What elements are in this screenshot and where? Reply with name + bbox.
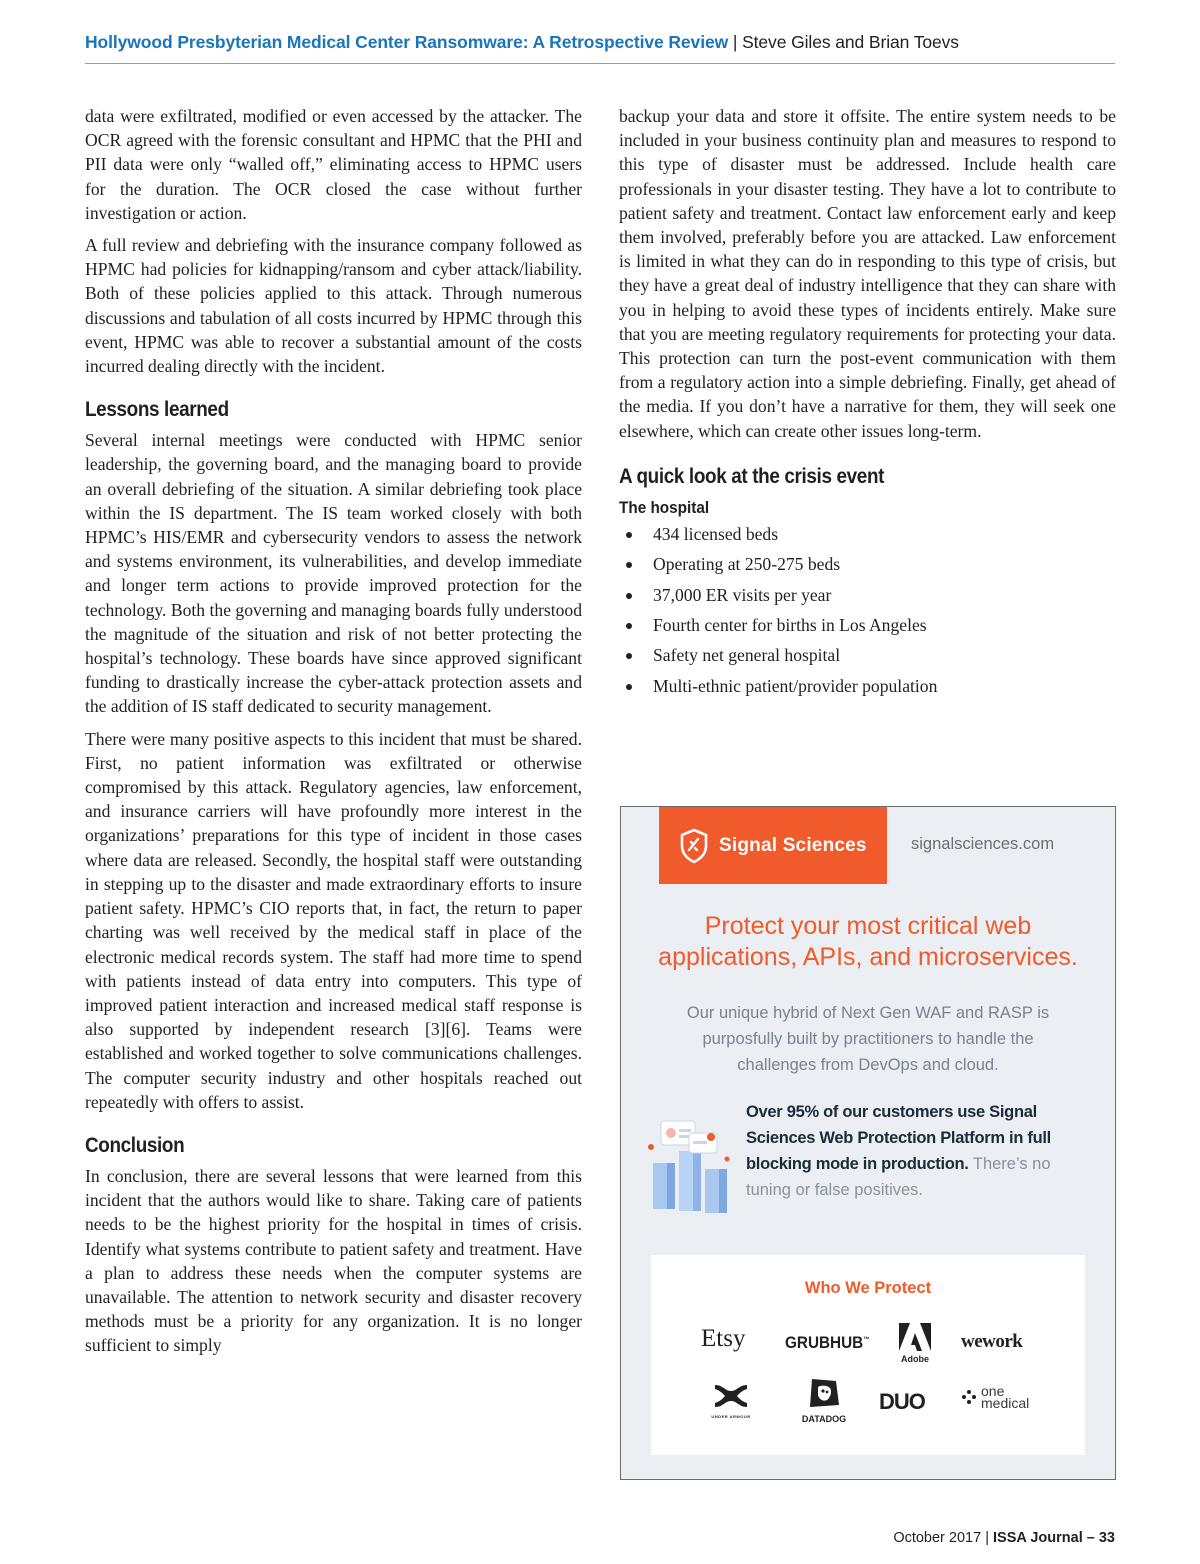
right-column <box>619 104 1116 701</box>
header-rule <box>85 63 1115 64</box>
adobe-label: Adobe <box>901 1354 929 1364</box>
under-armour-icon <box>711 1383 751 1409</box>
under-armour-label: UNDER ARMOUR <box>711 1414 751 1419</box>
left-column <box>85 104 582 1366</box>
one-medical-icon <box>961 1389 977 1405</box>
stat-light: There’s no tuning or false positives. <box>746 1155 1051 1199</box>
datadog-label: DATADOG <box>801 1414 847 1424</box>
paragraph: A full review and debriefing with the insurance company followed as HPMC had policies for kidnapping/ransom and cyber attack/liability. Both of these policies applied to this attack. Through numerous discussions and tabulation of all costs incurred by HPMC through this event, HPMC was able to recover a substantial amount of the costs incurred dealing directly with the incident. <box>85 235 582 377</box>
running-header <box>85 32 1115 53</box>
datadog-logo <box>789 1377 859 1424</box>
paragraph: data were exfiltrated, modified or even accessed by the attacker. The OCR agreed with the forensic consultant and HPMC that the PHI and PII data were only “walled off,” eliminating access to HPMC users for the duration. The OCR closed the case without further investigation or action. <box>85 106 582 223</box>
hospital-facts-list <box>619 519 1116 701</box>
one-medical-text: one medical <box>981 1383 1030 1411</box>
heading-crisis-event: A quick look at the crisis event <box>619 464 885 488</box>
footer-separator: | <box>985 1530 989 1546</box>
list-item: Multi-ethnic patient/provider population <box>653 671 1116 701</box>
stat-strong: Over 95% of our customers use Signal Sciences Web Protection Platform in full blocking mode in production. <box>746 1103 1051 1173</box>
page-footer <box>893 1530 1115 1546</box>
paragraph: There were many positive aspects to this incident that must be shared. First, no patient information was exfiltrated or otherwise compromised by this attack. Regulatory agencies, law enforcement, and insurance carriers will have profoundly more interest in the organizations’ preparations for this type of incident in those cases where data are released. Secondly, the hospital staff were outstanding in stepping up to the disaster and made extraordinary efforts to insure patient safety. HPMC’s CIO reports that, in fact, the return to paper charting was well received by the medical staff in place of the electronic medical records system. The staff had more time to spend with patients instead of data entry into computers. This type of improved patient interaction and increased medical staff response is also supported by independent research [3][6]. Teams were established and worked together to solve communications challenges. The computer security industry and other hospitals reached out repeatedly with offers to assist. <box>85 728 582 1112</box>
adobe-logo <box>897 1323 933 1364</box>
heading-lessons-learned: Lessons learned <box>85 398 229 422</box>
one-medical-logo <box>961 1385 1041 1409</box>
ad-url-link[interactable]: signalsciences.com <box>911 835 1055 853</box>
paragraph: Several internal meetings were conducted with HPMC senior leadership, the governing board, and the managing board to provide an overall debriefing of the situation. A similar debriefing took place within the IS department. The IS team worked closely with both HPMC’s HIS/EMR and cybersecurity vendors to assess the network and systems environment, its vulnerabilities, and develop immediate and longer term actions to provide improved protection for the technology. Both the governing and managing boards fully understood the magnitude of the situation and risk of not better protecting the hospital’s technology. These boards have since approved significant funding to drastically increase the cyber-attack protection assets and the addition of IS staff dedicated to security management. <box>85 430 582 717</box>
under-armour-logo <box>703 1383 759 1419</box>
list-item: Safety net general hospital <box>653 640 1116 670</box>
ad-body-text: Our unique hybrid of Next Gen WAF and RASP is purposfully built by practitioners to handle the challenges from DevOps and cloud. <box>686 1004 1050 1074</box>
header-separator: | <box>732 32 738 52</box>
ad-stat-text <box>746 1099 1086 1203</box>
datadog-icon <box>806 1377 842 1409</box>
issue-date: October 2017 <box>893 1530 982 1546</box>
heading-conclusion: Conclusion <box>85 1133 185 1157</box>
shield-icon <box>679 828 709 864</box>
grubhub-logo: GRUBHUB™ <box>785 1333 870 1352</box>
list-item: 37,000 ER visits per year <box>653 580 1116 610</box>
paragraph: backup your data and store it offsite. The entire system needs to be included in your business continuity plan and measures to respond to this type of disaster must be addressed. Include health care professionals in your disaster testing. They have a lot to contribute to patient safety and treatment. Contact law enforcement early and keep them involved, preferably before you are attacked. Law enforcement is limited in what they can do in responding to this type of crisis, but they have a great deal of industry intelligence that they can share with you in helping to avoid these types of incidents entirely. Make sure that you are meeting regulatory requirements for protecting your data. This protection can turn the post-event communication with them from a regulatory action into a simple debriefing. Finally, get ahead of the media. If you don’t have a narrative for them, they will seek one elsewhere, which can create other issues long-term. <box>619 106 1116 441</box>
adobe-icon <box>899 1323 931 1351</box>
who-we-protect-heading: Who We Protect <box>804 1279 932 1297</box>
article-authors: Steve Giles and Brian Toevs <box>742 32 959 52</box>
etsy-logo: Etsy <box>701 1325 746 1352</box>
brand-name: Signal Sciences <box>719 834 867 856</box>
client-logos-panel <box>651 1255 1085 1455</box>
list-item: 434 licensed beds <box>653 519 1116 549</box>
subheading-hospital: The hospital <box>619 497 710 517</box>
paragraph: In conclusion, there are several lessons that were learned from this incident that the authors would like to share. Taking care of patients needs to be the highest priority for the hospital in times of crisis. Identify what systems contribute to patient safety and treatment. Have a plan to address these needs when the computer systems are unavailable. The attention to network security and disaster recovery methods must be a priority for any organization. It is no longer sufficient to simply <box>85 1165 582 1356</box>
duo-logo: DUO <box>879 1389 925 1414</box>
journal-page-number: ISSA Journal – 33 <box>993 1530 1115 1546</box>
list-item: Operating at 250-275 beds <box>653 549 1116 579</box>
brand-logo-box <box>659 807 887 884</box>
article-title: Hollywood Presbyterian Medical Center Ransomware: A Retrospective Review <box>85 32 729 52</box>
signal-sciences-advertisement[interactable] <box>620 806 1116 1480</box>
wework-logo: wework <box>961 1331 1023 1352</box>
list-item: Fourth center for births in Los Angeles <box>653 610 1116 640</box>
ad-headline: Protect your most critical web applications, APIs, and microservices. <box>658 912 1078 971</box>
server-illustration-icon <box>631 1107 741 1227</box>
